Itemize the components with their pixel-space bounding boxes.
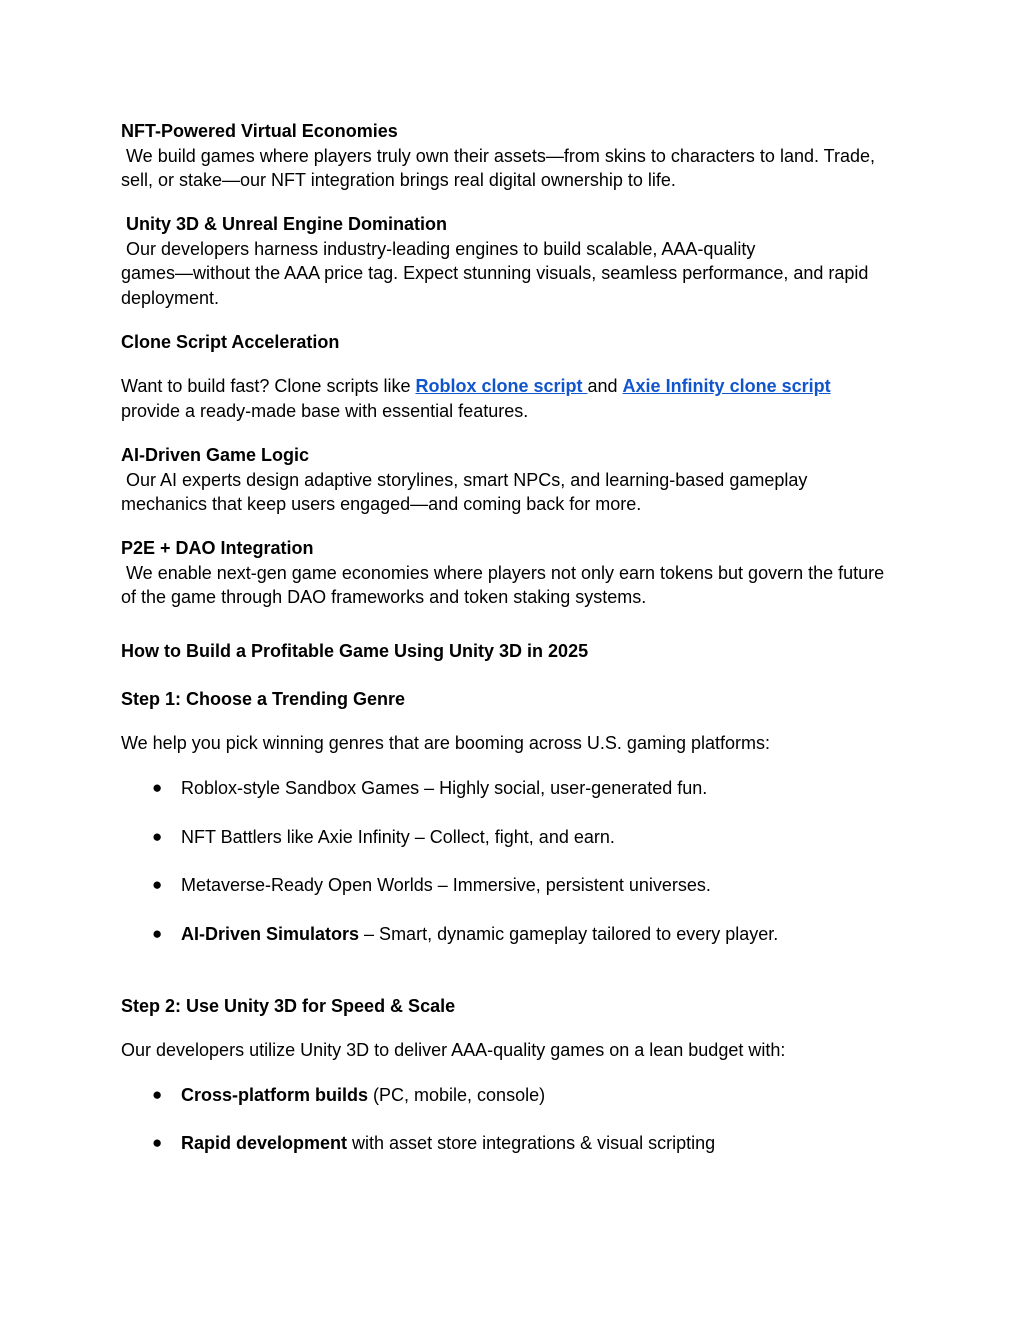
section-heading: NFT-Powered Virtual Economies	[121, 121, 398, 141]
bullet-text: NFT Battlers like Axie Infinity – Collect, fight, and earn.	[181, 827, 615, 847]
bullet-bold-text: Cross-platform builds	[181, 1085, 369, 1105]
list-item	[121, 825, 911, 850]
bullet-text: (PC, mobile, console)	[368, 1085, 546, 1105]
bullet-text: Roblox-style Sandbox Games – Highly social, user-generated fun.	[181, 778, 708, 798]
clone-paragraph-line	[121, 374, 911, 399]
bullet-text: Metaverse-Ready Open Worlds – Immersive, persistent universes.	[181, 875, 711, 895]
section-unity-unreal	[121, 212, 911, 310]
bullet-icon: ●	[152, 827, 163, 846]
section-text-line: We build games where players truly own their assets—from skins to characters to land. Trade,	[121, 145, 876, 166]
clone-paragraph-line: provide a ready-made base with essential features.	[121, 400, 529, 421]
bullet-icon: ●	[152, 1133, 163, 1152]
clone-prefix-text: Want to build fast? Clone scripts like	[121, 376, 416, 396]
section-heading: Clone Script Acceleration	[121, 332, 340, 352]
bullet-icon: ●	[152, 875, 163, 894]
section-nft-economies	[121, 119, 911, 193]
bullet-icon: ●	[152, 924, 163, 943]
step1-title	[121, 687, 911, 712]
section-text-line: of the game through DAO frameworks and token staking systems.	[121, 587, 647, 607]
list-item	[121, 873, 911, 898]
guide-heading: How to Build a Profitable Game Using Unity 3D in 2025	[121, 641, 589, 661]
step-intro-text: We help you pick winning genres that are booming across U.S. gaming platforms:	[121, 733, 770, 753]
section-p2e-dao	[121, 536, 911, 610]
section-text-line: Our developers harness industry-leading engines to build scalable, AAA-quality	[121, 238, 756, 259]
list-item	[121, 1131, 911, 1156]
section-heading: AI-Driven Game Logic	[121, 445, 310, 465]
list-item	[121, 922, 911, 947]
step-intro-text: Our developers utilize Unity 3D to deliver AAA-quality games on a lean budget with:	[121, 1040, 786, 1060]
list-item	[121, 1083, 911, 1108]
section-text-line: games—without the AAA price tag. Expect stunning visuals, seamless performance, and rapid	[121, 263, 869, 283]
section-heading: P2E + DAO Integration	[121, 538, 314, 558]
bullet-bold-text: Rapid development	[181, 1133, 348, 1153]
step2-title	[121, 994, 911, 1019]
section-text-line: mechanics that keep users engaged—and coming back for more.	[121, 494, 642, 514]
section-text-line: Our AI experts design adaptive storylines, smart NPCs, and learning-based gameplay	[121, 469, 808, 490]
axie-infinity-clone-script-link[interactable]: Axie Infinity clone script	[622, 376, 831, 396]
bullet-icon: ●	[152, 1085, 163, 1104]
step1-intro	[121, 731, 911, 756]
bullet-bold-text: AI-Driven Simulators	[181, 924, 360, 944]
guide-title	[121, 639, 911, 664]
section-text-line: deployment.	[121, 287, 220, 308]
section-heading: Unity 3D & Unreal Engine Domination	[121, 214, 448, 234]
section-text-line: We enable next-gen game economies where players not only earn tokens but govern the future	[121, 562, 885, 583]
clone-paragraph	[121, 374, 911, 423]
step2-intro	[121, 1038, 911, 1063]
bullet-text: – Smart, dynamic gameplay tailored to every player.	[359, 924, 779, 944]
clone-middle-text: and	[587, 376, 623, 396]
step-heading: Step 2: Use Unity 3D for Speed & Scale	[121, 996, 456, 1016]
section-ai-game-logic	[121, 443, 911, 517]
roblox-clone-script-link[interactable]: Roblox clone script	[415, 376, 588, 396]
bullet-icon: ●	[152, 778, 163, 797]
list-item	[121, 776, 911, 801]
section-clone-script	[121, 330, 911, 355]
bullet-text: with asset store integrations & visual scripting	[347, 1133, 716, 1153]
step-heading: Step 1: Choose a Trending Genre	[121, 689, 406, 709]
section-text-line: sell, or stake—our NFT integration brings real digital ownership to life.	[121, 170, 676, 190]
